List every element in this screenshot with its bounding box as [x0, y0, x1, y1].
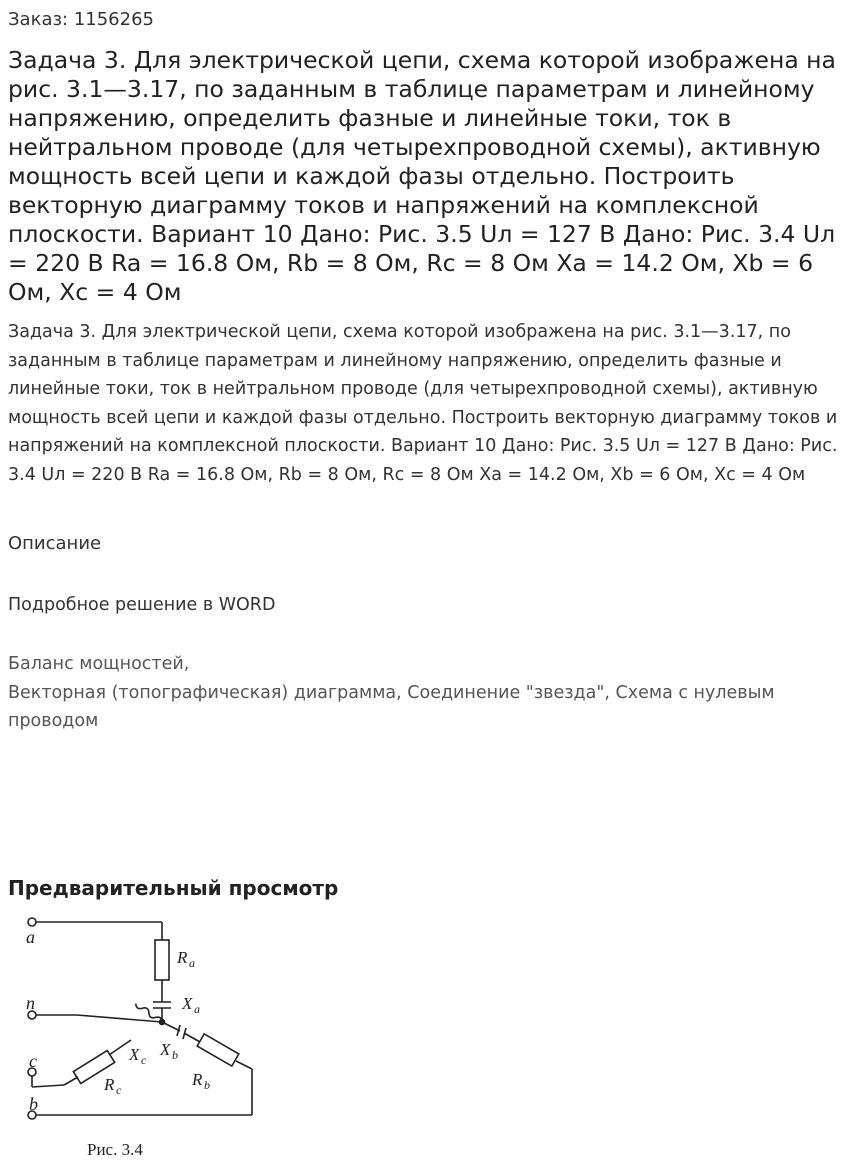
resistor-ra — [155, 940, 169, 980]
rb-label: R — [192, 1070, 203, 1089]
rb-sub: b — [204, 1078, 210, 1092]
resistor-rb — [197, 1034, 239, 1066]
xa-label: X — [182, 994, 193, 1013]
terminal-b-label: b — [29, 1094, 38, 1114]
task-title: Задача 3. Для электрической цепи, схема которой изображена на рис. 3.1—3.17, по заданным в таблице параметрам и линейному напряжению, определить фазные и линейные токи, ток в нейтральном проводе (для четырехпроводной схемы), активную мощность всей цепи и каждой фазы отдельно. Построить векторную диаграмму токов и напряжений на комплексной плоскости. Вариант 10 Дано: Рис. 3.5 Uл = 127 В Дано: Рис. 3.4 Uл = 220 В Ra = 16.8 Ом, Rb = 8 Ом, Rc = 8 Ом Xa = 14.2 Ом, Xb = 6 Ом, Xc = 4 Ом — [8, 46, 836, 306]
xb-label: X — [160, 1040, 171, 1059]
tag-line: Баланс мощностей, — [8, 654, 190, 674]
description-text: Подробное решение в WORD — [8, 595, 276, 615]
terminal-a-label: a — [26, 927, 35, 947]
rc-sub: c — [116, 1083, 122, 1097]
terminal-n-label: n — [26, 993, 35, 1013]
ra-label: R — [177, 948, 188, 967]
preview-heading: Предварительный просмотр — [8, 876, 339, 900]
circuit-preview-image — [12, 905, 272, 1170]
tags — [8, 650, 840, 736]
tag-line: Векторная (топографическая) диаграмма, Соединение "звезда", Схема с нулевым проводом — [8, 682, 775, 731]
circuit-diagram — [12, 905, 272, 1170]
order-number: Заказ: 1156265 — [8, 9, 154, 30]
terminal-a-dot — [28, 918, 36, 926]
xc-label: X — [129, 1045, 140, 1064]
xa-sub: a — [194, 1002, 200, 1016]
description-heading: Описание — [8, 533, 102, 554]
rc-label: R — [104, 1075, 115, 1094]
xc-sub: c — [141, 1053, 147, 1067]
terminal-c-label: c — [29, 1051, 37, 1071]
task-text: Задача 3. Для электрической цепи, схема которой изображена на рис. 3.1—3.17, по заданным в таблице параметрам и линейному напряжению, определить фазные и линейные токи, ток в нейтральном проводе (для четырехпроводной схемы), активную мощность всей цепи и каждой фазы отдельно. Построить векторную диаграмму токов и напряжений на комплексной плоскости. Вариант 10 Дано: Рис. 3.5 Uл = 127 В Дано: Рис. 3.4 Uл = 220 В Ra = 16.8 Ом, Rb = 8 Ом, Rc = 8 Ом Xa = 14.2 Ом, Xb = 6 Ом, Xc = 4 Ом — [8, 322, 838, 485]
xb-sub: b — [172, 1048, 178, 1062]
ra-sub: a — [189, 956, 195, 970]
figure-caption: Рис. 3.4 — [87, 1140, 143, 1159]
